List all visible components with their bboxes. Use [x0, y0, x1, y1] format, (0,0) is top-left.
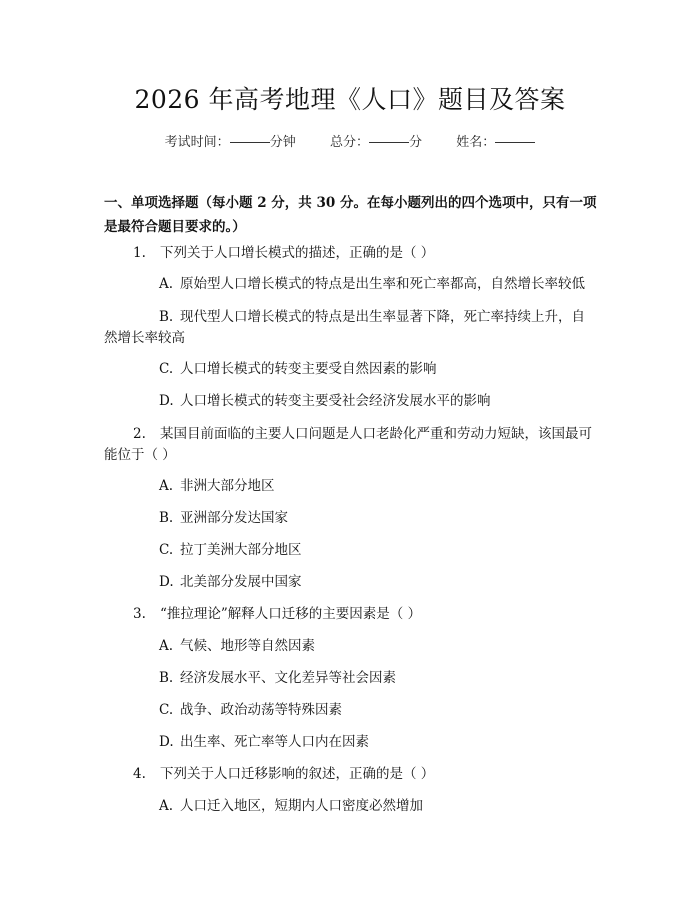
- question-2-option-a: [159, 475, 275, 497]
- option-letter: A.: [159, 276, 174, 292]
- score-field: [330, 131, 422, 150]
- option-text: 气候、地形等自然因素: [180, 638, 315, 654]
- option-letter: A.: [159, 798, 174, 814]
- option-text: 北美部分发展中国家: [180, 574, 302, 590]
- question-2-stem-continued: 能位于（ ）: [104, 447, 176, 463]
- question-1-stem: [133, 242, 434, 264]
- option-text: 人口增长模式的转变主要受自然因素的影响: [180, 361, 437, 377]
- option-text: 拉丁美洲大部分地区: [180, 542, 302, 558]
- question-4-option-a: [159, 795, 423, 817]
- option-text: 人口迁入地区，短期内人口密度必然增加: [180, 798, 423, 814]
- time-label: 考试时间：: [164, 135, 230, 150]
- option-letter: C.: [159, 702, 174, 718]
- question-4-stem: [133, 763, 434, 785]
- question-number: 1.: [133, 245, 146, 261]
- question-1-option-b: [159, 306, 585, 328]
- question-3-option-b: [159, 667, 396, 689]
- option-letter: D.: [159, 393, 174, 409]
- section-heading: [104, 191, 604, 239]
- option-letter: A.: [159, 478, 174, 494]
- question-text: 某国目前面临的主要人口问题是人口老龄化严重和劳动力短缺，该国最可: [160, 426, 592, 442]
- option-text: 非洲大部分地区: [180, 478, 275, 494]
- name-field: [456, 131, 535, 150]
- section-heading-line1: 一、单项选择题（每小题 2 分，共 30 分。在每小题列出的四个选项中，只有一项: [104, 195, 597, 211]
- question-1-option-b-continued: 然增长率较高: [104, 330, 185, 346]
- exam-meta: [0, 131, 700, 150]
- option-letter: D.: [159, 734, 174, 750]
- option-text: 战争、政治动荡等特殊因素: [180, 702, 342, 718]
- question-number: 2.: [133, 426, 146, 442]
- question-3-option-d: [159, 731, 369, 753]
- question-1-option-d: [159, 390, 491, 412]
- option-letter: B.: [159, 309, 174, 325]
- question-2-option-b: [159, 507, 288, 529]
- question-text: 下列关于人口增长模式的描述，正确的是（ ）: [160, 245, 435, 261]
- option-text: 出生率、死亡率等人口内在因素: [180, 734, 369, 750]
- section-heading-line2: 是最符合题目要求的。）: [104, 219, 246, 235]
- option-text: 现代型人口增长模式的特点是出生率显著下降，死亡率持续上升，自: [180, 309, 585, 325]
- option-letter: B.: [159, 510, 174, 526]
- question-text: “推拉理论”解释人口迁移的主要因素是（ ）: [160, 606, 422, 622]
- question-1-option-c: [159, 358, 437, 380]
- option-letter: A.: [159, 638, 174, 654]
- question-number: 3.: [133, 606, 146, 622]
- time-blank: [230, 142, 270, 143]
- question-2-option-d: [159, 571, 302, 593]
- question-3-stem: [133, 603, 421, 625]
- option-letter: B.: [159, 670, 174, 686]
- question-3-option-c: [159, 699, 342, 721]
- name-blank: [495, 142, 535, 143]
- question-number: 4.: [133, 766, 146, 782]
- option-text: 原始型人口增长模式的特点是出生率和死亡率都高，自然增长率较低: [180, 276, 585, 292]
- score-blank: [369, 142, 409, 143]
- question-2-option-c: [159, 539, 302, 561]
- option-text: 亚洲部分发达国家: [180, 510, 288, 526]
- option-text: 经济发展水平、文化差异等社会因素: [180, 670, 396, 686]
- name-label: 姓名：: [456, 135, 496, 150]
- score-label: 总分：: [329, 135, 369, 150]
- score-unit: 分: [409, 135, 423, 150]
- question-1-option-a: [159, 273, 585, 295]
- question-2-stem: [133, 423, 592, 445]
- time-field: [165, 131, 296, 150]
- option-letter: D.: [159, 574, 174, 590]
- time-unit: 分钟: [269, 135, 296, 150]
- question-text: 下列关于人口迁移影响的叙述，正确的是（ ）: [160, 766, 435, 782]
- question-3-option-a: [159, 635, 315, 657]
- option-letter: C.: [159, 361, 174, 377]
- option-text: 人口增长模式的转变主要受社会经济发展水平的影响: [180, 393, 491, 409]
- option-letter: C.: [159, 542, 174, 558]
- page-title: 2026 年高考地理《人口》题目及答案: [134, 85, 566, 114]
